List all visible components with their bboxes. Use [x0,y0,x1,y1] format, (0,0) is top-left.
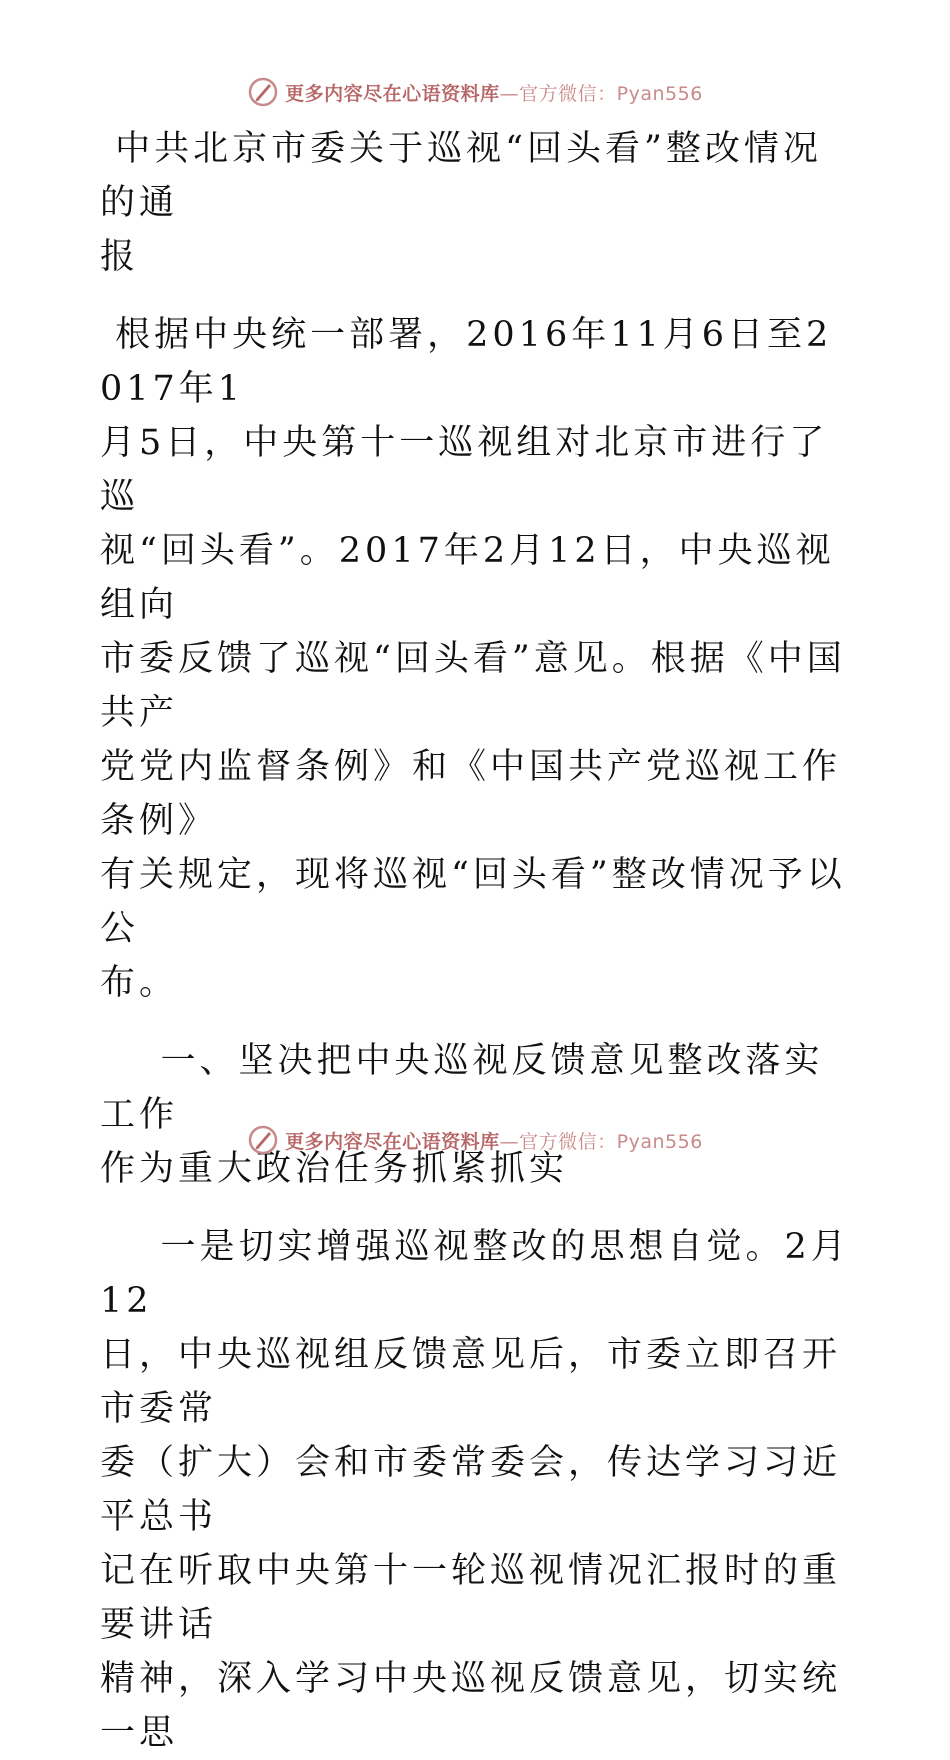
footer-watermark [0,1120,950,1160]
header-watermark [0,72,950,112]
document-body [100,122,852,1760]
watermark-text [285,1127,703,1154]
text-line: 委（扩大）会和市委常委会，传达学习习近平总书 [100,1443,842,1537]
text-line: 一、坚决把中央巡视反馈意见整改落实工作 [100,1041,824,1135]
text-line: 精神，深入学习中央巡视反馈意见，切实统一思 [100,1659,842,1753]
watermark-brand: 更多内容尽在心语资料库 [285,1130,500,1153]
intro-paragraph [100,308,852,1010]
title-line: 报 [100,237,140,277]
text-line: 记在听取中央第十一轮巡视情况汇报时的重要讲话 [100,1551,842,1645]
section-heading [100,1034,852,1196]
text-line: 视“回头看”。2017年2月12日，中央巡视组向 [100,531,835,625]
text-line: 作为重大政治任务抓紧抓实 [100,1149,569,1189]
watermark-text [285,79,703,106]
title-line: 中共北京市委关于巡视“回头看”整改情况的通 [100,129,822,223]
text-line: 布。 [100,963,179,1003]
watermark-wechat: —官方微信：Pyan556 [499,1130,703,1153]
document-title [100,122,852,284]
text-line: 根据中央统一部署，2016年11月6日至2017年1 [100,315,833,409]
body-paragraph [100,1220,852,1760]
text-line: 有关规定，现将巡视“回头看”整改情况予以公 [100,855,846,949]
quill-logo-icon [247,1124,279,1156]
quill-logo-icon [247,76,279,108]
text-line: 市委反馈了巡视“回头看”意见。根据《中国共产 [100,639,846,733]
watermark-wechat: —官方微信：Pyan556 [499,82,703,105]
text-line: 一是切实增强巡视整改的思想自觉。2月12 [100,1227,850,1321]
text-line: 日，中央巡视组反馈意见后，市委立即召开市委常 [100,1335,842,1429]
text-line: 月5日，中央第十一巡视组对北京市进行了巡 [100,423,829,517]
watermark-brand: 更多内容尽在心语资料库 [285,82,500,105]
text-line: 党党内监督条例》和《中国共产党巡视工作条例》 [100,747,842,841]
